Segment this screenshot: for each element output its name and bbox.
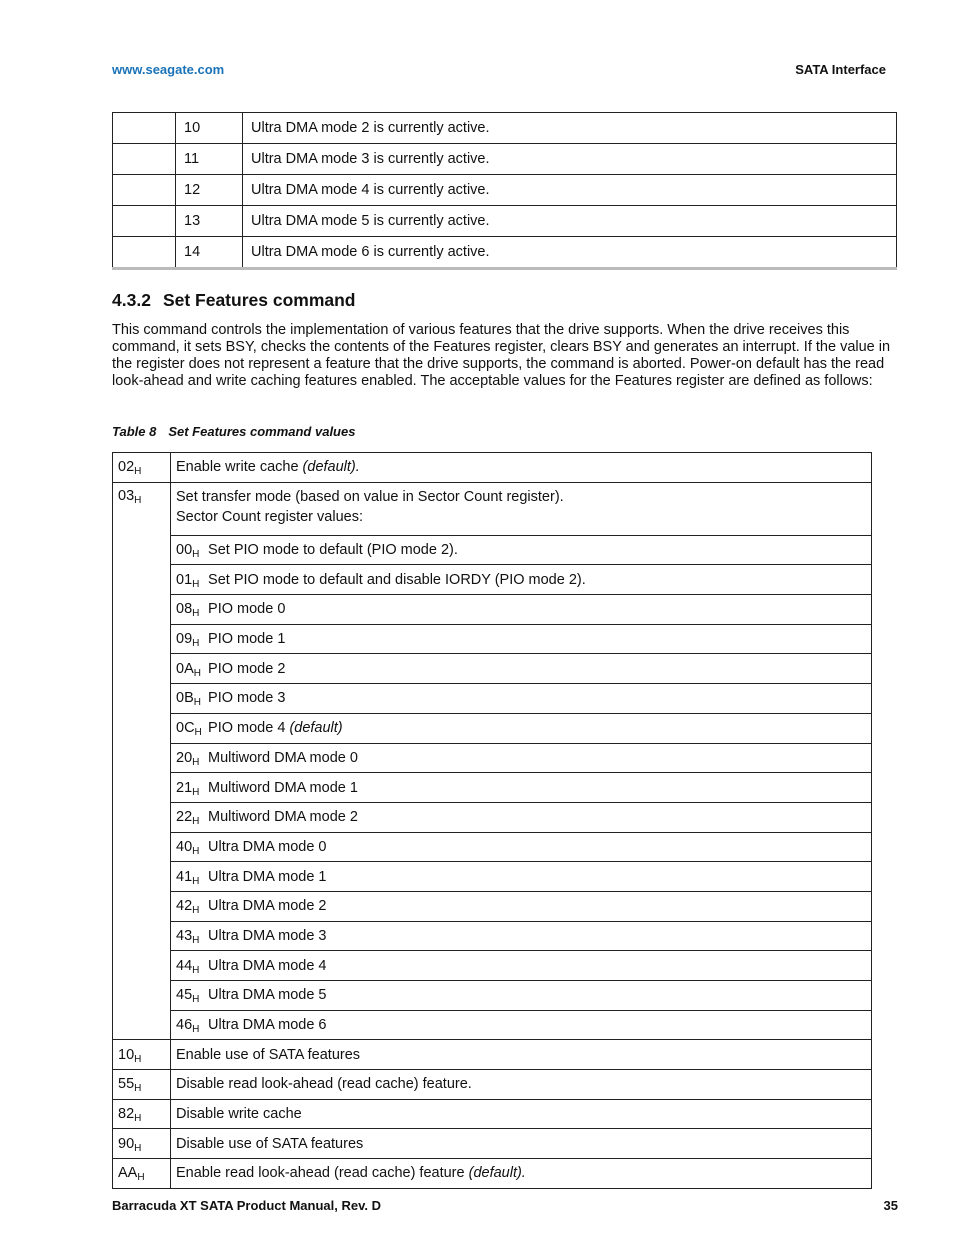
table-row	[113, 237, 897, 269]
footer-page-number: 35	[883, 1198, 898, 1213]
table-row	[113, 1099, 872, 1129]
section-number: 4.3.2	[112, 290, 151, 310]
table-row	[113, 802, 872, 832]
table-row	[113, 773, 872, 803]
header-website-link[interactable]: www.seagate.com	[112, 62, 225, 77]
sector-count-value-cell: $21_H$ Multiword DMA mode 1	[171, 773, 872, 803]
table-row	[113, 654, 872, 684]
table-cell: Ultra DMA mode 4 is currently active.	[243, 175, 897, 206]
feature-code-cell: $10_H$	[113, 1040, 171, 1070]
sector-count-value-cell: $08_H$ PIO mode 0	[171, 595, 872, 625]
feature-code-cell: $02_H$	[113, 453, 171, 483]
sector-count-value-cell: $20_H$ Multiword DMA mode 0	[171, 743, 872, 773]
table-cell: Ultra DMA mode 2 is currently active.	[243, 113, 897, 144]
table-row	[113, 891, 872, 921]
table-row	[113, 713, 872, 743]
feature-code-cell: $90_H$	[113, 1129, 171, 1159]
sector-count-value-cell: $00_H$ Set PIO mode to default (PIO mode 2).	[171, 535, 872, 565]
feature-description-cell: Disable use of SATA features	[171, 1129, 872, 1159]
footer-document-title: Barracuda XT SATA Product Manual, Rev. D	[112, 1198, 381, 1213]
ultra-dma-status-table	[112, 112, 897, 270]
table-row	[113, 453, 872, 483]
table-row	[113, 951, 872, 981]
sector-count-value-cell: $0B_H$ PIO mode 3	[171, 684, 872, 714]
table-cell	[113, 175, 176, 206]
table-row	[113, 684, 872, 714]
table-row	[113, 535, 872, 565]
table-cell	[113, 206, 176, 237]
table-row	[113, 832, 872, 862]
table-row	[113, 1010, 872, 1040]
sector-count-value-cell: $43_H$ Ultra DMA mode 3	[171, 921, 872, 951]
table-row	[113, 206, 897, 237]
table-row	[113, 113, 897, 144]
table-caption	[112, 424, 355, 439]
table-row	[113, 144, 897, 175]
table-cell	[113, 113, 176, 144]
table-row	[113, 595, 872, 625]
table-cell: 12	[176, 175, 243, 206]
table-row	[113, 1070, 872, 1100]
sector-count-value-cell: $42_H$ Ultra DMA mode 2	[171, 891, 872, 921]
feature-description-cell: Enable read look-ahead (read cache) feature (default).	[171, 1159, 872, 1189]
table-cell	[113, 237, 176, 269]
table-cell: 11	[176, 144, 243, 175]
feature-description-cell: Enable write cache (default).	[171, 453, 872, 483]
table-row	[113, 1040, 872, 1070]
set-features-values-table	[112, 452, 872, 1189]
feature-description-cell: Disable write cache	[171, 1099, 872, 1129]
section-title: Set Features command	[162, 290, 356, 310]
sector-count-value-cell: $0C_H$ PIO mode 4 (default)	[171, 713, 872, 743]
table-cell: 13	[176, 206, 243, 237]
feature-code-cell: $03_H$	[113, 482, 171, 1040]
feature-code-cell: $55_H$	[113, 1070, 171, 1100]
sector-count-value-cell: $01_H$ Set PIO mode to default and disable IORDY (PIO mode 2).	[171, 565, 872, 595]
table-cell: 10	[176, 113, 243, 144]
feature-description-cell: Enable use of SATA features	[171, 1040, 872, 1070]
table-caption-title: Set Features command values	[168, 424, 356, 439]
sector-count-value-cell: $41_H$ Ultra DMA mode 1	[171, 862, 872, 892]
table-row	[113, 981, 872, 1011]
feature-code-cell: $82_H$	[113, 1099, 171, 1129]
table-cell	[113, 144, 176, 175]
feature-description-cell: Disable read look-ahead (read cache) feature.	[171, 1070, 872, 1100]
sector-count-value-cell: $22_H$ Multiword DMA mode 2	[171, 802, 872, 832]
table-row	[113, 1129, 872, 1159]
feature-code-cell: $AA_H$	[113, 1159, 171, 1189]
sector-count-value-cell: $09_H$ PIO mode 1	[171, 624, 872, 654]
table-row	[113, 565, 872, 595]
table-row	[113, 921, 872, 951]
table-cell: Ultra DMA mode 3 is currently active.	[243, 144, 897, 175]
table-cell: Ultra DMA mode 6 is currently active.	[243, 237, 897, 269]
sector-count-value-cell: $44_H$ Ultra DMA mode 4	[171, 951, 872, 981]
table-row	[113, 624, 872, 654]
section-paragraph: This command controls the implementation of various features that the drive supports. When the drive receives this command, it sets BSY, checks the contents of the Features register, clears BSY and generates an interrupt. If the value in the register does not represent a feature that the drive supports, the command is aborted. Power-on default has the read look-ahead and write caching features enabled. The acceptable values for the Features register are defined as follows:	[112, 322, 891, 389]
table-row	[113, 743, 872, 773]
sector-count-value-cell: $0A_H$ PIO mode 2	[171, 654, 872, 684]
table-cell: Ultra DMA mode 5 is currently active.	[243, 206, 897, 237]
sector-count-value-cell: $40_H$ Ultra DMA mode 0	[171, 832, 872, 862]
sector-count-value-cell: $45_H$ Ultra DMA mode 5	[171, 981, 872, 1011]
table-row	[113, 1159, 872, 1189]
table-row	[113, 862, 872, 892]
table-row	[113, 175, 897, 206]
table-row	[113, 482, 872, 535]
header-section-title: SATA Interface	[795, 62, 886, 77]
feature-description-cell: Set transfer mode (based on value in Sector Count register). Sector Count register values:	[171, 482, 872, 535]
table-caption-number: Table 8	[112, 424, 157, 439]
table-cell: 14	[176, 237, 243, 269]
section-heading	[112, 290, 356, 311]
sector-count-value-cell: $46_H$ Ultra DMA mode 6	[171, 1010, 872, 1040]
